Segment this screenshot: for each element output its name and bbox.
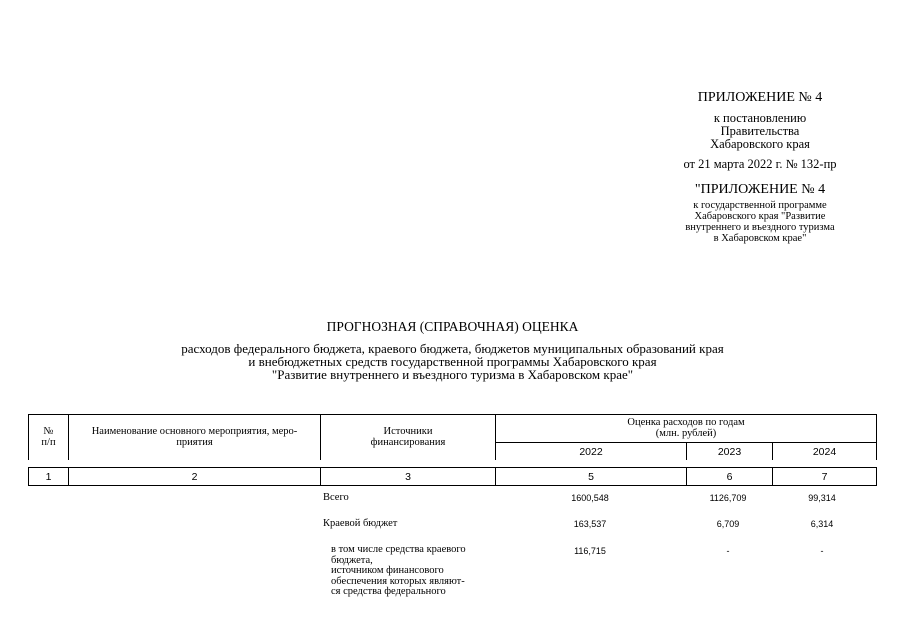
approval-date: от 21 марта 2022 г. № 132-пр [683,157,837,172]
row-source-label: Краевой бюджет [323,518,398,529]
column-number: 5 [588,470,594,483]
column-number: 7 [821,470,828,483]
program-appendix-line: к государственной программе [693,199,827,211]
row-source-line: в том числе средства краевого [331,544,466,555]
header-name [69,415,320,460]
row-source-label: Всего [323,492,349,503]
column-number: 1 [45,470,52,483]
row-value-2022: 116,715 [574,546,606,556]
program-appendix-title: "ПРИЛОЖЕНИЕ № 4 [694,182,826,197]
appendix-title: ПРИЛОЖЕНИЕ № 4 [697,90,823,105]
column-number: 3 [405,470,411,483]
column-number: 6 [726,470,733,483]
row-value-2024: - [820,546,824,556]
title-sub: и внебюджетных средств государственной программы Хабаровского края [248,354,657,369]
header-year-2022: 2022 [579,445,603,458]
approval-line: к постановлению [713,110,807,125]
title-sub: "Развитие внутреннего и въездного туризма в Хабаровском крае" [271,367,634,382]
title-sub: расходов федерального бюджета, краевого бюджета, бюджетов муниципальных образований края [181,341,724,356]
column-number: 2 [191,470,198,483]
header-year-2023: 2023 [717,445,742,458]
approval-line: Хабаровского края [710,136,810,151]
header-estimate-line: (млн. рублей) [655,427,717,439]
document-title [100,319,805,381]
program-appendix [660,183,860,244]
approval-line: Правительства [720,123,800,138]
row-value-2022: 163,537 [573,519,607,529]
row-value-2024: 99,314 [808,493,836,503]
header-source-line: финансирования [370,436,446,448]
row-value-2022: 1600,548 [571,493,609,503]
header-estimate [496,415,876,442]
row-value-2024: 6,314 [810,519,834,529]
row-value-2023: 6,709 [716,519,740,529]
header-number-line: № [43,426,54,437]
header-source [321,415,495,460]
row-source-line: бюджета, [331,554,373,566]
header-name-line: приятия [176,436,213,448]
row-source-line: обеспечения которых являют- [331,575,465,587]
row-source-line: источником финансового [331,565,444,576]
header-number-line: п/п [41,436,56,448]
header-name-line: Наименование основного мероприятия, меро- [91,426,298,437]
title-main: ПРОГНОЗНАЯ (СПРАВОЧНАЯ) ОЦЕНКА [326,319,579,334]
row-source-label [331,545,466,598]
header-source-line: Источники [383,426,433,437]
row-source-line: ся средства федерального [331,586,446,597]
header-year-2024: 2024 [812,445,837,458]
row-value-2023: 1126,709 [709,493,747,503]
header-number [29,415,68,460]
program-appendix-line: Хабаровского края "Развитие [694,210,826,222]
header-estimate-line: Оценка расходов по годам [627,417,745,428]
approval-stamp [660,91,860,171]
row-value-2023: - [726,546,730,556]
program-appendix-line: в Хабаровском крае" [713,232,807,244]
program-appendix-line: внутреннего и въездного туризма [685,221,835,233]
